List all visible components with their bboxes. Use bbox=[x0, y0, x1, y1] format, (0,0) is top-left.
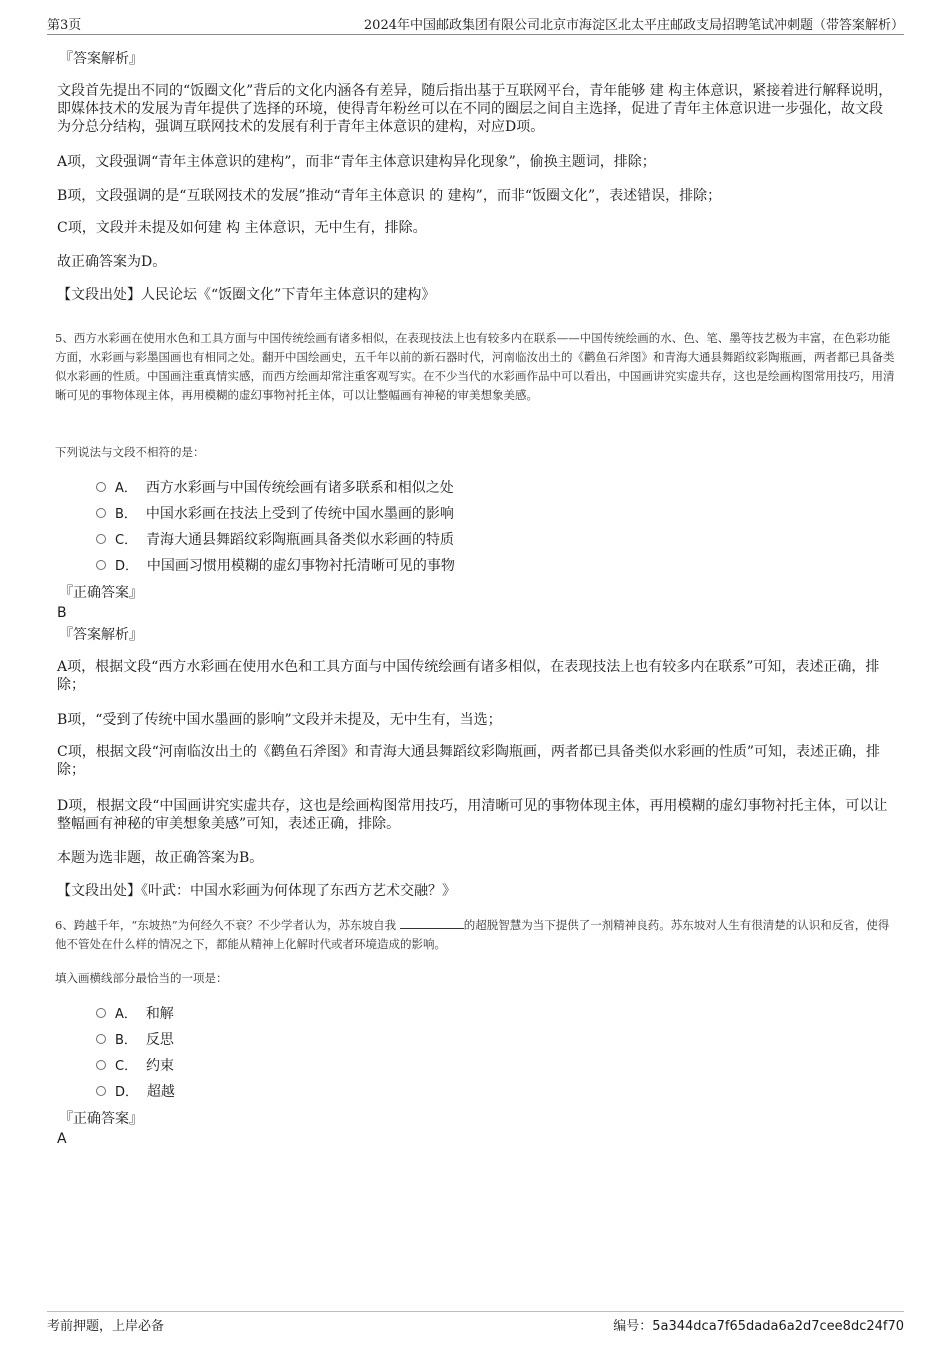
q6-stem bbox=[55, 916, 895, 954]
q5-option-b[interactable] bbox=[96, 504, 454, 524]
q5-answer: B bbox=[57, 605, 67, 621]
option-letter: D． bbox=[115, 559, 139, 574]
footer-code-wrap bbox=[613, 1315, 904, 1334]
q5-analysis-c: C项，根据文段“河南临汝出土的《鹳鱼石斧图》和青海大通县舞蹈纹彩陶瓶画，两者都已具备类似水彩画的性质”可知，表述正确，排除； bbox=[57, 744, 881, 778]
radio-icon[interactable] bbox=[96, 482, 106, 492]
footer-slogan: 考前押题，上岸必备 bbox=[47, 1319, 165, 1334]
q5-prompt: 下列说法与文段不相符的是： bbox=[55, 445, 205, 459]
page-header bbox=[47, 14, 904, 35]
q6-answer: A bbox=[57, 1131, 67, 1147]
q6-option-d[interactable] bbox=[96, 1082, 175, 1102]
q6-stem-start: 6、跨越千年，“东坡热”为何经久不衰？不少学者认为，苏东坡自我 bbox=[55, 918, 400, 932]
option-text: 中国水彩画在技法上受到了传统中国水墨画的影响 bbox=[145, 506, 454, 522]
radio-icon[interactable] bbox=[96, 508, 106, 518]
footer-code: 5a344dca7f65dada6a2d7cee8dc24f70 bbox=[652, 1319, 904, 1334]
q5-source: 【文段出处】《叶武：中国水彩画为何体现了东西方艺术交融？》 bbox=[57, 883, 456, 899]
option-text: 约束 bbox=[145, 1058, 174, 1074]
answer-blank bbox=[400, 917, 464, 929]
radio-icon[interactable] bbox=[96, 1086, 106, 1096]
q5-option-c[interactable] bbox=[96, 530, 454, 550]
q5-analysis-label: 『答案解析』 bbox=[59, 627, 143, 643]
q6-option-b[interactable] bbox=[96, 1030, 174, 1050]
radio-icon[interactable] bbox=[96, 534, 106, 544]
q5-answer-label: 『正确答案』 bbox=[59, 585, 143, 601]
option-text: 超越 bbox=[146, 1084, 175, 1100]
q6-answer-label: 『正确答案』 bbox=[59, 1111, 143, 1127]
option-letter: A． bbox=[115, 481, 137, 496]
page-number: 第3页 bbox=[47, 18, 82, 33]
option-text: 和解 bbox=[145, 1006, 174, 1022]
prev-conclusion: 故正确答案为D。 bbox=[57, 254, 167, 270]
q6-option-a[interactable] bbox=[96, 1004, 174, 1024]
option-letter: C． bbox=[115, 533, 138, 548]
prev-analysis-b: B项，文段强调的是“互联网技术的发展”推动“青年主体意识 的 建构”，而非“饭圈文化”，表述错误，排除； bbox=[57, 188, 722, 204]
prev-analysis-text: 文段首先提出不同的“饭圈文化”背后的文化内涵各有差异，随后指出基于互联网平台，青年能够 建 构主体意识，紧接着进行解释说明，即媒体技术的发展为青年提供了选择的环境，使得青年粉丝可以在不同的圈层之间自主选择，促进了青年主体意识进一步强化，故文段为分总分结构，强调互联网技术的发展有利于青年主体意识的建构，对应D项。 bbox=[57, 83, 893, 135]
q5-stem: 5、西方水彩画在使用水色和工具方面与中国传统绘画有诸多相似，在表现技法上也有较多内在联系——中国传统绘画的水、色、笔、墨等技艺极为丰富，在色彩功能方面，水彩画与彩墨国画也有相同之处。翻开中国绘画史，五千年以前的新石器时代，河南临汝出土的《鹳鱼石斧图》和青海大通县舞蹈纹彩陶瓶画，两者都已具备类似水彩画的性质。中国画注重真情实感，而西方绘画却常注重客观写实。在不少当代的水彩画作品中可以看出，中国画讲究实虚共存，这也是绘画构图常用技巧，用清晰可见的事物体现主体，再用模糊的虚幻事物衬托主体，可以让整幅画有神秘的审美想象美感。 bbox=[55, 331, 895, 402]
q6-option-c[interactable] bbox=[96, 1056, 174, 1076]
q6-stem-end: 的超脱智慧为当下提供了一剂精神良药。苏东坡对人生有很清楚的认识和反省，使得他不管处在什么样的情况之下，都能从精神上化解时代或者环境造成的影响。 bbox=[55, 918, 890, 951]
option-letter: B． bbox=[115, 507, 137, 522]
q5-option-a[interactable] bbox=[96, 478, 454, 498]
option-letter: C． bbox=[115, 1059, 138, 1074]
option-text: 青海大通县舞蹈纹彩陶瓶画具备类似水彩画的特质 bbox=[145, 532, 454, 548]
q5-analysis-b: B项，“受到了传统中国水墨画的影响”文段并未提及，无中生有，当选； bbox=[57, 712, 502, 728]
option-text: 西方水彩画与中国传统绘画有诸多联系和相似之处 bbox=[145, 480, 454, 496]
footer-code-label: 编号： bbox=[613, 1319, 653, 1334]
q5-conclusion: 本题为选非题，故正确答案为B。 bbox=[57, 850, 264, 866]
radio-icon[interactable] bbox=[96, 1008, 106, 1018]
document-title: 2024年中国邮政集团有限公司北京市海淀区北太平庄邮政支局招聘笔试冲刺题（带答案解析） bbox=[363, 18, 904, 33]
page-footer bbox=[47, 1311, 904, 1334]
option-text: 反思 bbox=[145, 1032, 174, 1048]
radio-icon[interactable] bbox=[96, 1034, 106, 1044]
prev-analysis-a: A项，文段强调“青年主体意识的建构”，而非“青年主体意识建构异化现象”，偷换主题词，排除； bbox=[57, 154, 656, 170]
prev-source: 【文段出处】人民论坛《“饭圈文化”下青年主体意识的建构》 bbox=[57, 287, 436, 303]
option-letter: B． bbox=[115, 1033, 137, 1048]
radio-icon[interactable] bbox=[96, 560, 106, 570]
q5-analysis-a: A项，根据文段“西方水彩画在使用水色和工具方面与中国传统绘画有诸多相似，在表现技法上也有较多内在联系”可知，表述正确，排除； bbox=[57, 659, 880, 693]
radio-icon[interactable] bbox=[96, 1060, 106, 1070]
q5-analysis-d: D项，根据文段“中国画讲究实虚共存，这也是绘画构图常用技巧，用清晰可见的事物体现主体，再用模糊的虚幻事物衬托主体，可以让整幅画有神秘的审美想象美感”可知，表述正确，排除。 bbox=[57, 798, 888, 832]
q5-option-d[interactable] bbox=[96, 556, 455, 576]
prev-analysis-label: 『答案解析』 bbox=[59, 51, 143, 67]
option-text: 中国画习惯用模糊的虚幻事物衬托清晰可见的事物 bbox=[146, 558, 455, 574]
option-letter: D． bbox=[115, 1085, 139, 1100]
option-letter: A． bbox=[115, 1007, 137, 1022]
q6-prompt: 填入画横线部分最恰当的一项是： bbox=[55, 971, 228, 985]
prev-analysis-c: C项，文段并未提及如何建 构 主体意识，无中生有，排除。 bbox=[57, 220, 427, 236]
